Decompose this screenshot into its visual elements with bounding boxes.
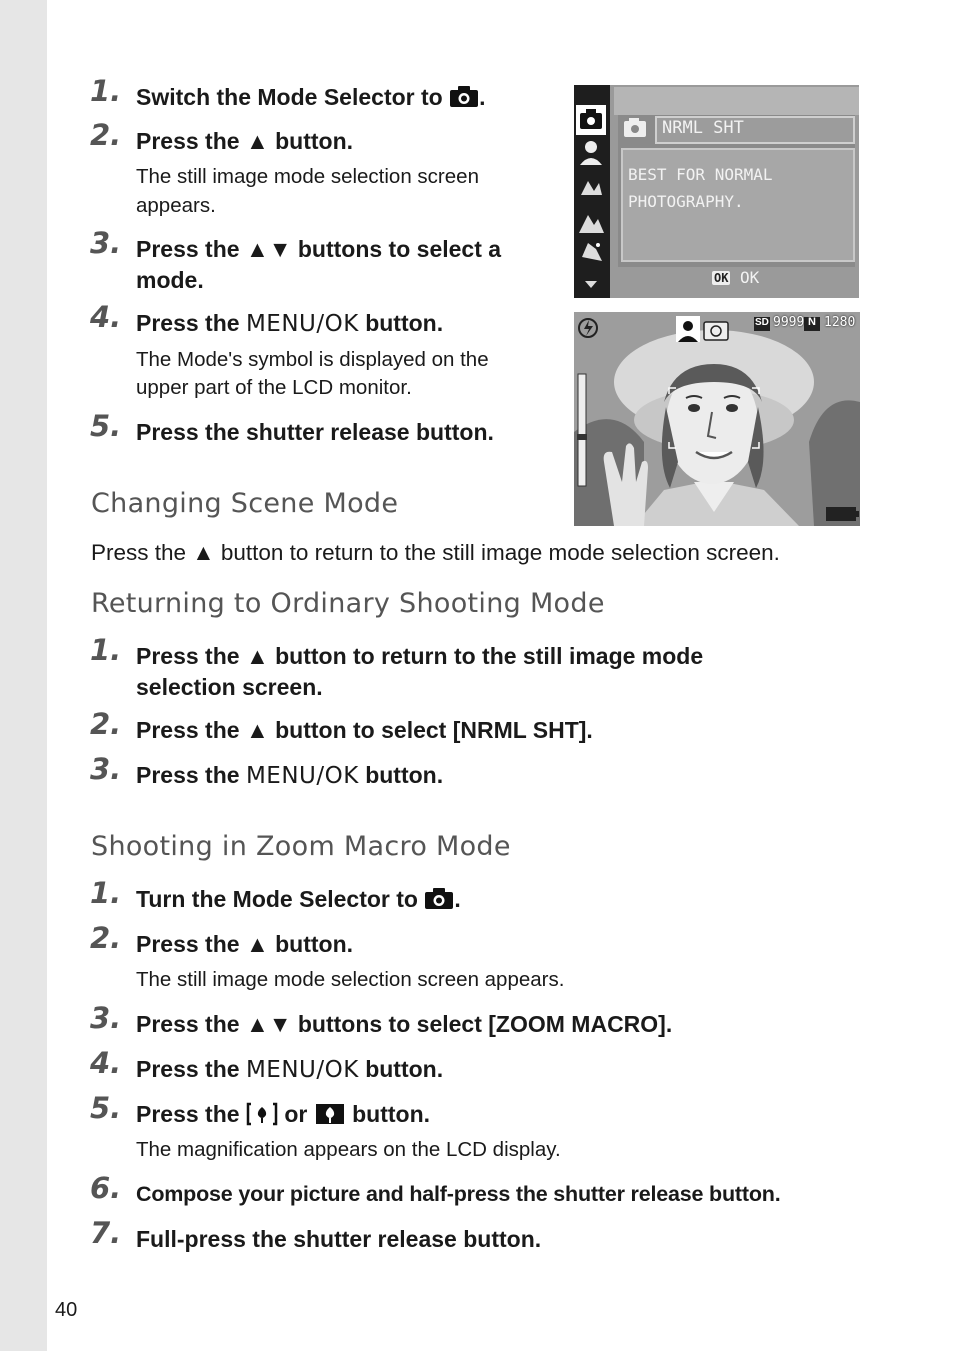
step-note: upper part of the LCD monitor. xyxy=(136,376,412,399)
step-text: Press the MENU/OK button. xyxy=(136,310,444,337)
step-text: Press the ▲▼ buttons to select [ZOOM MACRO]. xyxy=(136,1011,673,1037)
menu-ok-button-label: MENU/OK xyxy=(245,1057,359,1083)
lcd-mode-selection-screen xyxy=(574,85,859,298)
lcd-card-label: SD xyxy=(755,317,769,328)
step-text: Press the ▲ button. xyxy=(136,128,354,154)
step-note: The Mode's symbol is displayed on the xyxy=(136,348,489,371)
step-number: 1. xyxy=(90,74,122,108)
lcd-shooting-screen xyxy=(574,312,860,526)
step-number: 3. xyxy=(90,226,122,260)
changing-body: Press the ▲ button to return to the still image mode selection screen. xyxy=(91,540,780,565)
step-number: 4. xyxy=(90,300,122,334)
step-text: Press the ▲ button to select [NRML SHT]. xyxy=(136,717,593,743)
step-text: Press the MENU/OK button. xyxy=(136,762,444,789)
macro-wide-button-icon xyxy=(246,1102,278,1126)
step-text: Turn the Mode Selector to . xyxy=(136,886,461,912)
lcd-image-size: 1280 xyxy=(824,315,856,330)
lcd-mode-desc: PHOTOGRAPHY. xyxy=(628,192,744,211)
step-number: 1. xyxy=(90,633,122,667)
lcd-mode-desc: BEST FOR NORMAL xyxy=(628,165,773,184)
step-number: 2. xyxy=(90,921,122,955)
step-number: 3. xyxy=(90,1001,122,1035)
menu-ok-button-label: MENU/OK xyxy=(245,763,359,789)
step-number: 3. xyxy=(90,752,122,786)
step-text: Full-press the shutter release button. xyxy=(136,1226,542,1252)
step-text: Press the ▲ button. xyxy=(136,931,354,957)
step-text: Press the MENU/OK button. xyxy=(136,1056,444,1083)
step-number: 1. xyxy=(90,876,122,910)
lcd-ok-badge: OK xyxy=(714,271,729,285)
page-margin-bar xyxy=(0,0,47,1351)
lcd-quality: N xyxy=(808,316,816,328)
step-number: 6. xyxy=(90,1171,122,1205)
step-number: 2. xyxy=(90,707,122,741)
step-number: 4. xyxy=(90,1046,122,1080)
step-number: 2. xyxy=(90,118,122,152)
step-note: The still image mode selection screen appears. xyxy=(136,968,565,991)
page-number: 40 xyxy=(55,1299,78,1321)
step-note: appears. xyxy=(136,194,216,217)
step-text: mode. xyxy=(136,267,204,293)
lcd-mode-name: NRML SHT xyxy=(662,118,744,138)
macro-tele-button-icon xyxy=(314,1102,346,1126)
step-note: The magnification appears on the LCD display. xyxy=(136,1138,561,1161)
camera-icon xyxy=(424,887,454,910)
lcd-ok-label: OK xyxy=(740,268,760,287)
step-text: Press the ▲▼ buttons to select a xyxy=(136,236,502,262)
step-text: Press the shutter release button. xyxy=(136,419,494,445)
step-text: Switch the Mode Selector to . xyxy=(136,84,486,110)
step-text: Press the ▲ button to return to the still image mode xyxy=(136,643,704,669)
heading-zoom-macro: Shooting in Zoom Macro Mode xyxy=(91,831,511,862)
lcd-shot-count: 9999 xyxy=(773,315,805,330)
portrait-photo xyxy=(574,312,860,526)
heading-returning: Returning to Ordinary Shooting Mode xyxy=(91,588,605,619)
step-number: 5. xyxy=(90,1091,122,1125)
step-note: The still image mode selection screen xyxy=(136,165,479,188)
step-number: 7. xyxy=(90,1216,122,1250)
step-number: 5. xyxy=(90,409,122,443)
step-text: Press the or button. xyxy=(136,1101,431,1127)
heading-changing-scene-mode: Changing Scene Mode xyxy=(91,488,399,519)
camera-icon xyxy=(449,85,479,108)
menu-ok-button-label: MENU/OK xyxy=(245,311,359,337)
step-text: selection screen. xyxy=(136,674,323,700)
step-text: Compose your picture and half-press the shutter release button. xyxy=(136,1182,781,1206)
battery-icon xyxy=(826,507,856,521)
